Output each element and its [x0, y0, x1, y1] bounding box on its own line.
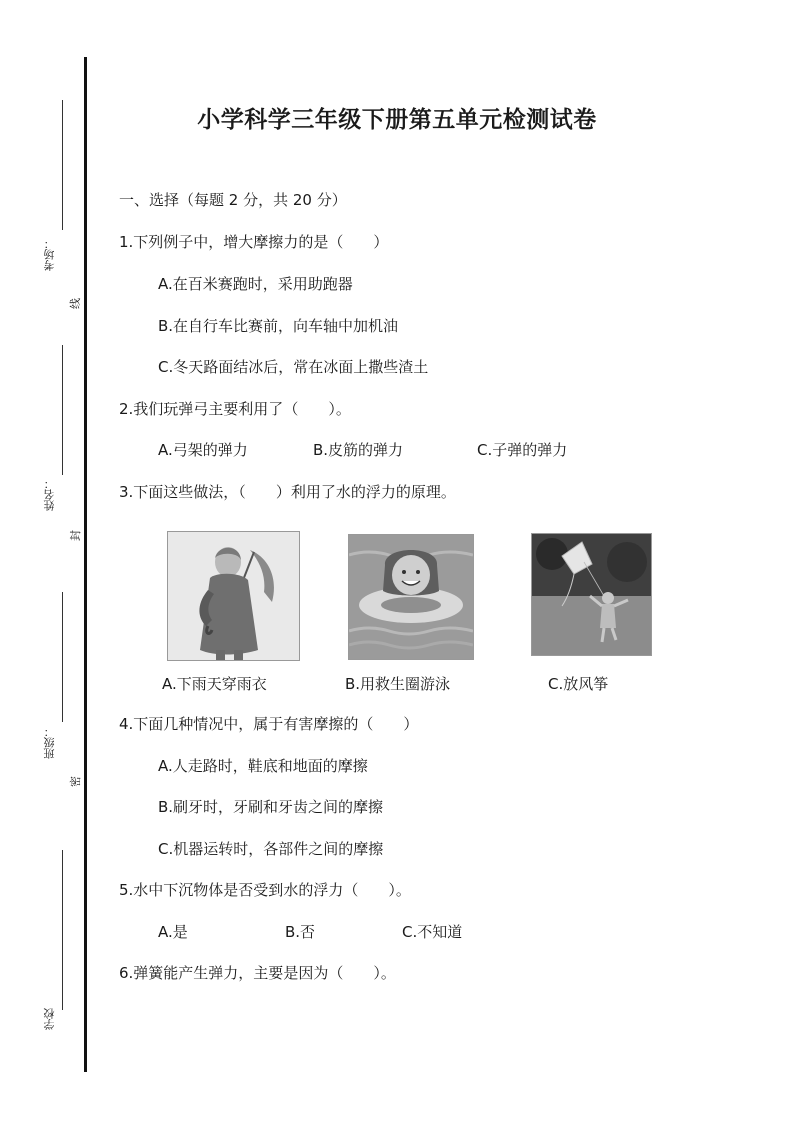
question-4-option-c: C.机器运转时，各部件之间的摩擦	[158, 840, 384, 858]
class-rule	[62, 592, 63, 722]
question-5-option-b: B.否	[285, 923, 316, 941]
question-3-option-a: A.下雨天穿雨衣	[162, 675, 267, 693]
seal-char-feng: 封	[69, 530, 82, 541]
section-heading: 一、选择（每题 2 分，共 20 分）	[119, 191, 347, 209]
exam-room-label: 考场：	[43, 238, 56, 271]
school-rule	[62, 850, 63, 1010]
question-3-option-c: C.放风筝	[548, 675, 609, 693]
page-title: 小学科学三年级下册第五单元检测试卷	[197, 106, 597, 133]
question-1-option-b: B.在自行车比赛前，向车轴中加机油	[158, 317, 399, 335]
binding-line	[84, 57, 87, 1072]
question-2-option-b: B.皮筋的弹力	[313, 441, 404, 459]
name-label: 姓名：	[43, 478, 56, 511]
question-5-option-c: C.不知道	[402, 923, 463, 941]
question-2-option-c: C.子弹的弹力	[477, 441, 568, 459]
question-1-option-c: C.冬天路面结冰后，常在冰面上撒些渣土	[158, 358, 429, 376]
seal-char-xian: 线	[69, 298, 82, 309]
child-swimming-with-float-ring-photo	[348, 534, 474, 660]
question-1-option-a: A.在百米赛跑时，采用助跑器	[158, 275, 353, 293]
question-2-option-a: A.弓架的弹力	[158, 441, 248, 459]
class-label: 班级：	[43, 726, 56, 759]
child-flying-kite-photo	[531, 533, 652, 656]
question-6-stem: 6.弹簧能产生弹力，主要是因为（ ）。	[119, 964, 396, 982]
question-4-option-b: B.刷牙时，牙刷和牙齿之间的摩擦	[158, 798, 384, 816]
school-label: 学校	[43, 1008, 56, 1030]
question-1-stem: 1.下列例子中，增大摩擦力的是（ ）	[119, 233, 389, 251]
name-rule	[62, 345, 63, 475]
question-5-option-a: A.是	[158, 923, 188, 941]
question-5-stem: 5.水中下沉物体是否受到水的浮力（ ）。	[119, 881, 411, 899]
question-3-option-b: B.用救生圈游泳	[345, 675, 451, 693]
child-in-raincoat-with-umbrella-photo	[167, 531, 300, 661]
question-3-stem: 3.下面这些做法，（ ）利用了水的浮力的原理。	[119, 483, 456, 501]
question-2-stem: 2.我们玩弹弓主要利用了（ ）。	[119, 400, 351, 418]
question-4-stem: 4.下面几种情况中，属于有害摩擦的（ ）	[119, 715, 419, 733]
seal-char-mi: 密	[69, 776, 82, 787]
question-4-option-a: A.人走路时，鞋底和地面的摩擦	[158, 757, 368, 775]
